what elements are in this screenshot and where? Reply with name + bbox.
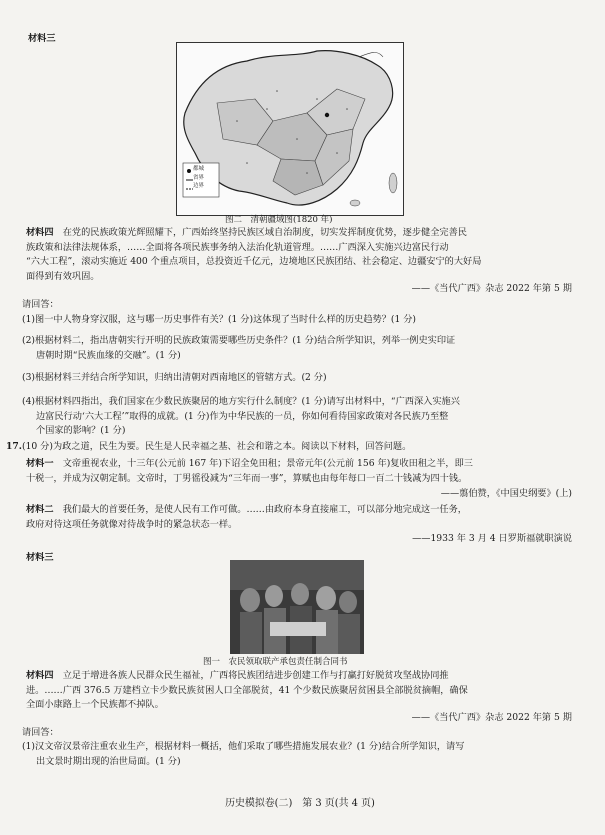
photo-graphic — [230, 560, 364, 654]
farmers-contract-photo — [230, 560, 364, 654]
q17-material2 — [26, 503, 467, 532]
q17-question-1 — [22, 740, 464, 769]
q16-item-4 — [22, 395, 460, 439]
q17-material2-label: 材料二 — [26, 504, 54, 515]
material1-line: 文帝重视农业，十三年(公元前 167 年)下诏全免田租；景帝元年(公元前 156 年)复收田租之半，即三 — [62, 458, 473, 469]
q17-material1-source: ——翦伯赞，《中国史纲要》(上) — [440, 488, 572, 499]
q17-intro: (10 分)为政之道，民生为要。民生是人民幸福之基、社会和谐之本。阅读以下材料，回答问题。 — [21, 441, 412, 452]
question-line: (3)根据材料三并结合所学知识，归纳出清朝对西南地区的管辖方式。(2 分) — [22, 372, 327, 383]
q17-material2-source: ——1933 年 3 月 4 日罗斯福就职演说 — [412, 533, 572, 544]
material2-line: 我们最大的首要任务，是使人民有工作可做。……由政府本身直接雇工，可以部分地完成这一任务， — [62, 504, 467, 515]
material4-line: 面得到有效巩固。 — [26, 270, 100, 282]
question-line: (2)根据材料二，指出唐朝实行开明的民族政策需要哪些历史条件？(1 分)结合所学知识，列举一例史实印证 — [22, 335, 456, 346]
question-line: 个国家的影响？(1 分) — [36, 425, 126, 436]
material4b-line: 进。……广西 376.5 万建档立卡少数民族贫困人口全部脱贫，41 个少数民族聚居贫困县全部脱贫摘帽，确保 — [26, 684, 468, 696]
q17-answer-prompt: 请回答： — [22, 727, 59, 738]
capital-marker — [325, 113, 329, 117]
q17-material4-label: 材料四 — [26, 670, 54, 681]
material4-source: ——《当代广西》杂志 2022 年第 5 期 — [411, 283, 572, 294]
q17-header — [6, 440, 411, 454]
q17-material3-label: 材料三 — [26, 552, 54, 563]
answer-prompt: 请回答： — [22, 299, 59, 310]
q16-item-2 — [22, 334, 455, 363]
q17-material4-source: ——《当代广西》杂志 2022 年第 5 期 — [411, 712, 572, 723]
question-line: (1)图一中人物身穿汉服，这与哪一历史事件有关？(1 分)这体现了当时什么样的历史趋势？(1 分) — [22, 314, 417, 325]
q16-item-1 — [22, 313, 416, 328]
question-line: (1)汉文帝汉景帝注重农业生产，根据材料一概括，他们采取了哪些措施发展农业？(1 分)结合所学知识，请写 — [22, 741, 465, 752]
material2-line: 政府对待这项任务就像对待战争时的紧急状态一样。 — [26, 518, 238, 530]
qing-territory-map — [176, 42, 404, 216]
material4b-line: 立足于增进各族人民群众民生福祉，广西将民族团结进步创建工作与打赢打好脱贫攻坚战协同推 — [62, 670, 449, 681]
question-line: 出文景时期出现的治世局面。(1 分) — [36, 755, 181, 767]
material3-label-top: 材料三 — [28, 33, 56, 44]
q17-material1-label: 材料一 — [26, 458, 54, 469]
q16-item-3 — [22, 371, 327, 386]
q17-material1 — [26, 457, 473, 486]
material4b-line: 全面小康路上一个民族都不掉队。 — [26, 699, 164, 710]
legend-province-border: 省界 — [193, 174, 205, 181]
legend-capital: 都城 — [193, 166, 205, 172]
question-line: (4)根据材料四指出，我们国家在少数民族聚居的地方实行什么制度？(1 分)请写出材料中，“广西深入实施兴 — [22, 396, 460, 407]
material4-label: 材料四 — [26, 227, 54, 238]
question-line: 唐朝时期“民族血缘的交融”。(1 分) — [36, 349, 181, 361]
material4-paragraph — [26, 226, 481, 284]
material1-line: 十税一，并成为汉朝定制。文帝时，丁男徭役减为“三年而一事”，算赋也由每年每口一百二十钱减为四十钱。 — [26, 472, 468, 484]
question-line: 边富民行动‘六大工程’”取得的成就。(1 分)作为中华民族的一员，你如何看待国家政策对各民族乃至整 — [36, 410, 449, 422]
page-footer: 历史模拟卷(二) 第 3 页(共 4 页) — [225, 798, 375, 809]
material4-line: 族政策和法律法规体系，……全面将各项民族事务纳入法治化轨道管理。……广西深入实施兴边富民行动 — [26, 241, 449, 253]
legend-boundary: 边界 — [193, 183, 205, 189]
map-graphic — [177, 43, 403, 215]
figure2-caption: 图二 清朝疆域图(1820 年) — [225, 215, 333, 225]
material4-line: “六大工程”，滚动实施近 400 个重点项目，总投资近千亿元，边境地区民族团结、社会稳定、边疆安宁的大好局 — [26, 256, 482, 267]
figure1-caption: 图一 农民领取联产承包责任制合同书 — [203, 657, 348, 667]
q17-number: 17. — [6, 441, 22, 452]
q17-material4 — [26, 669, 468, 713]
material4-line: 在党的民族政策光辉照耀下，广西始终坚持民族区域自治制度，切实发挥制度优势，逐步健全完善民 — [62, 227, 467, 238]
map-legend — [193, 165, 204, 191]
